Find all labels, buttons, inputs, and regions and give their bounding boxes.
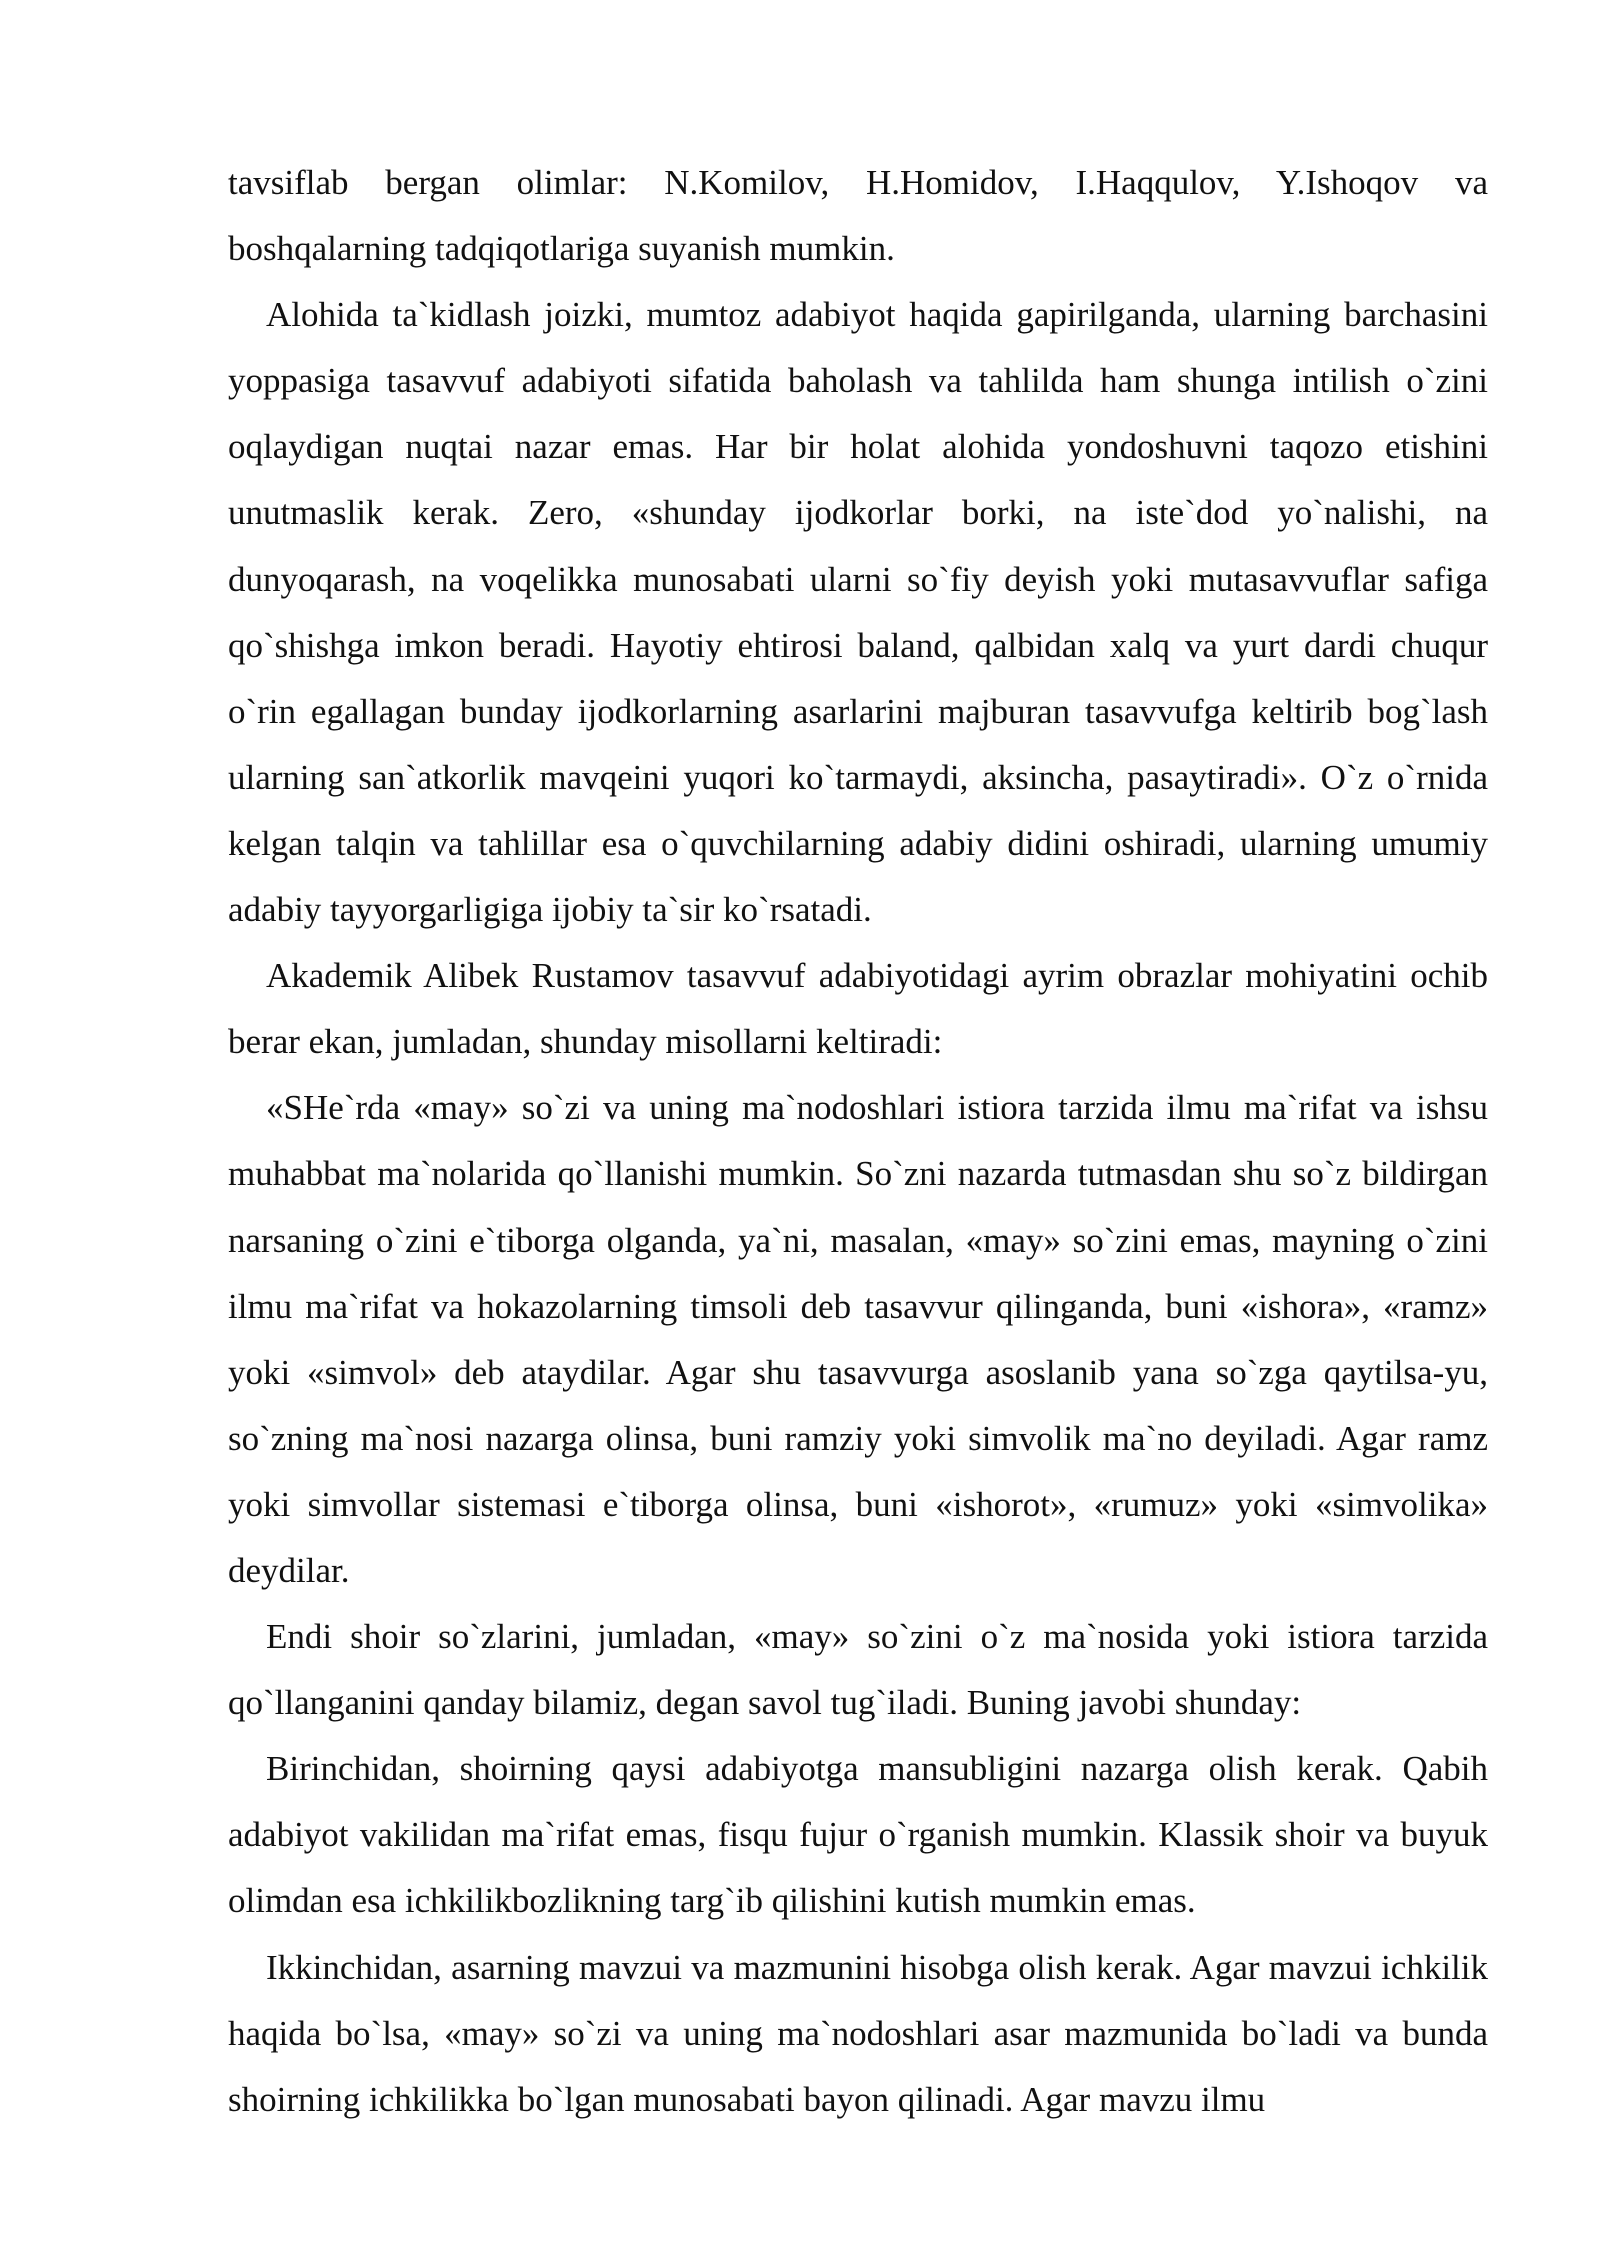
paragraph-alibek-rustamov: Akademik Alibek Rustamov tasavvuf adabiyotidagi ayrim obrazlar mohiyatini ochib berar ekan, jumladan, shunday misollarni keltiradi: xyxy=(228,956,1488,1062)
paragraph-birinchidan: Birinchidan, shoirning qaysi adabiyotga mansubligini nazarga olish kerak. Qabih adabiyot vakilidan ma`rifat emas, fisqu fujur o`rganish mumkin. Klassik shoir va buyuk olimdan esa ichkilikbozlikning targ`ib qilishini kutish mumkin emas. xyxy=(228,1749,1488,1921)
paragraph-mumtoz-adabiyot: Alohida ta`kidlash joizki, mumtoz adabiyot haqida gapirilganda, ularning barchasini yoppasiga tasavvuf adabiyoti sifatida baholash va tahlilda ham shunga intilish o`zini oqlaydigan nuqtai nazar emas. Har bir holat alohida yondoshuvni taqozo etishini unutmaslik kerak. Zero, «shunday ijodkorlar borki, na iste`dod yo`nalishi, na dunyoqarash, na voqelikka munosabati ularni so`fiy deyish yoki mutasavvuflar safiga qo`shishga imkon beradi. Hayotiy ehtirosi baland, qalbidan xalq va yurt dardi chuqur o`rin egallagan bunday ijodkorlarning asarlarini majburan tasavvufga keltirib bog`lash ularning san`atkorlik mavqeini yuqori ko`tarmaydi, aksincha, pasaytiradi». O`z o`rnida kelgan talqin va tahlillar esa o`quvchilarning adabiy didini oshiradi, ularning umumiy adabiy tayyorgarligiga ijobiy ta`sir ko`rsatadi. xyxy=(228,295,1488,930)
paragraph-continuation: tavsiflab bergan olimlar: N.Komilov, H.Homidov, I.Haqqulov, Y.Ishoqov va boshqalarning tadqiqotlariga suyanish mumkin. xyxy=(228,163,1488,269)
document-body xyxy=(228,150,1488,2133)
paragraph-ikkinchidan: Ikkinchidan, asarning mavzui va mazmunini hisobga olish kerak. Agar mavzui ichkilik haqida bo`lsa, «may» so`zi va uning ma`nodoshlari asar mazmunida bo`ladi va bunda shoirning ichkilikka bo`lgan munosabati bayon qilinadi. Agar mavzu ilmu xyxy=(228,1947,1488,2119)
paragraph-question: Endi shoir so`zlarini, jumladan, «may» so`zini o`z ma`nosida yoki istiora tarzida qo`llanganini qanday bilamiz, degan savol tug`iladi. Buning javobi shunday: xyxy=(228,1617,1488,1723)
paragraph-quotation-may: «SHe`rda «may» so`zi va uning ma`nodoshlari istiora tarzida ilmu ma`rifat va ishsu muhabbat ma`nolarida qo`llanishi mumkin. So`zni nazarda tutmasdan shu so`z bildirgan narsaning o`zini e`tiborga olganda, ya`ni, masalan, «may» so`zini emas, mayning o`zini ilmu ma`rifat va hokazolarning timsoli deb tasavvur qilinganda, buni «ishora», «ramz» yoki «simvol» deb ataydilar. Agar shu tasavvurga asoslanib yana so`zga qaytilsa-yu, so`zning ma`nosi nazarga olinsa, buni ramziy yoki simvolik ma`no deyiladi. Agar ramz yoki simvollar sistemasi e`tiborga olinsa, buni «ishorot», «rumuz» yoki «simvolika» deydilar. xyxy=(228,1088,1488,1590)
